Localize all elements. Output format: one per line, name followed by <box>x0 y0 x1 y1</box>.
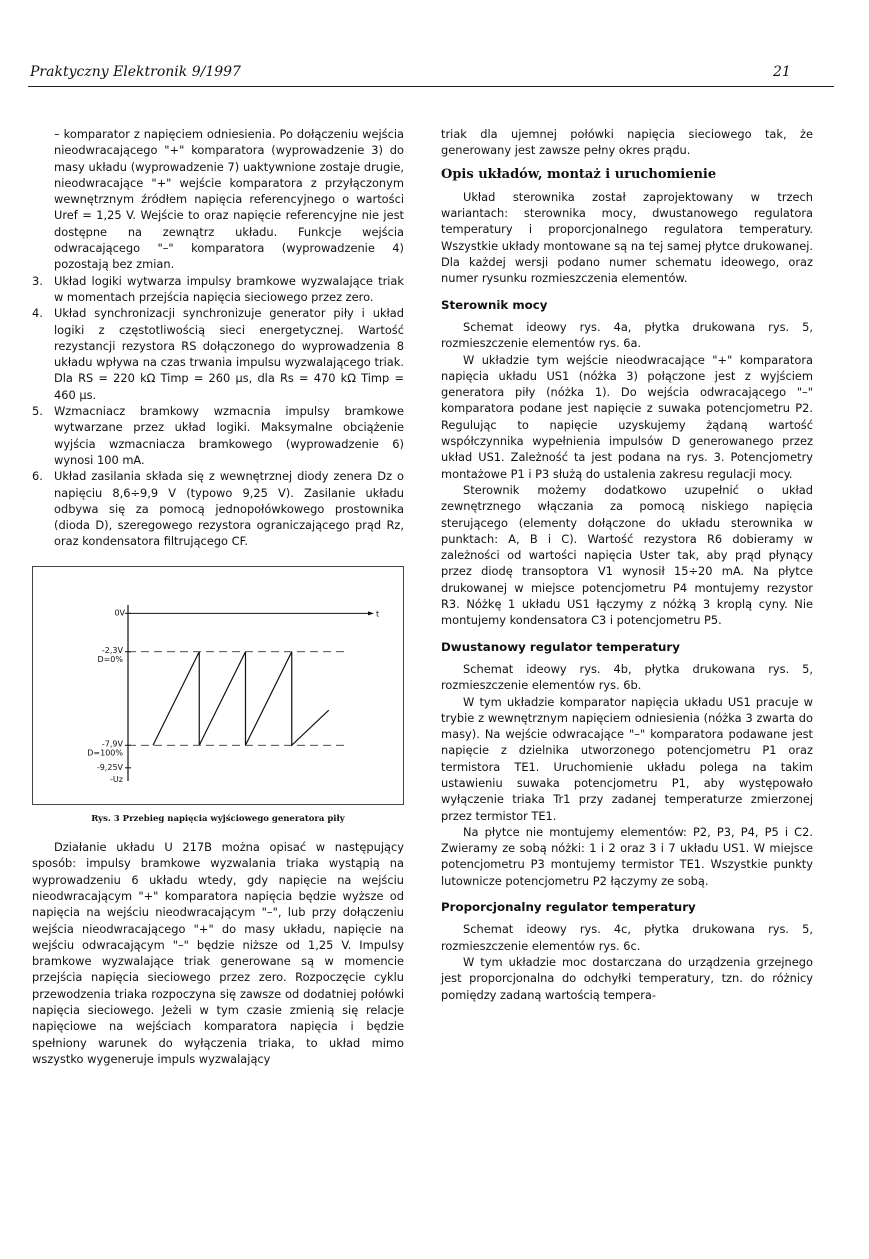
journal-title: Praktyczny Elektronik 9/1997 <box>30 64 241 80</box>
y-tick-label: 0V <box>114 608 125 618</box>
list-number: 3. <box>32 273 43 288</box>
paragraph: Układ sterownika został zaprojektowany w trzech wariantach: sterownika mocy, dwustanowego regulatora temperatury i proporcjonalnego regulatora temperatury. Wszystkie układy montowane są na tej samej płytce drukowanej. Dla każdej wersji podano numer schematu ideowego, oraz numer rysunku rozmieszczenia elementów. <box>441 189 813 286</box>
subsection-heading: Proporcjonalny regulator temperatury <box>441 900 696 915</box>
paragraph: W układzie tym wejście nieodwracające "+" komparatora napięcia układu US1 (nóżka 3) połączone jest z wyjściem generatora piły (nóżka 1). Do wejścia odwracającego "–" komparatora podane jest napięcie z suwaka potencjometru P2. Regulując to napięcie uzyskujemy żądaną wartość współczynnika wypełnienia impulsów D generowanego przez układ US1. Zależność ta jest podana na rys. 3. Potencjometry montażowe P1 i P3 służą do ustalenia zakresu regulacji mocy. <box>441 352 813 481</box>
y-tick-label: D=0% <box>97 654 123 664</box>
figure-sawtooth <box>32 566 404 805</box>
list-text: – komparator z napięciem odniesienia. Po dołączeniu wejścia nieodwracającego "+" komparatora (wyprowadzenie 3) do masy układu (wyprowadzenie 7) uaktywnione zostaje drugie, nieodwracające "+" wejście komparatora z przyłączonym wewnętrznym źródłem napięcia referencyjnego o wartości Uref = 1,25 V. Wejście to oraz napięcie referencyjne nie jest dostępne na zewnątrz układu. Funkcje wejścia odwracającego "–" komparatora (wyprowadzenie 4) pozostają bez zmian. <box>54 127 404 272</box>
y-tick-label: -9,25V <box>96 762 123 772</box>
y-tick-label: D=100% <box>87 747 123 757</box>
list-text: Układ logiki wytwarza impulsy bramkowe wyzwalające triak w momentach przejścia napięcia sieciowego przez zero. <box>54 273 404 304</box>
paragraph: Na płytce nie montujemy elementów: P2, P3, P4, P5 i C2. Zwieramy ze sobą nóżki: 1 i 2 oraz 3 i 7 układu US1. W miejsce potencjometru P3 montujemy termistor TE1. Wszystkie punkty lutownicze potencjometru P2 łączymy ze sobą. <box>441 824 813 888</box>
figure-caption: Rys. 3 Przebieg napięcia wyjściowego generatora piły <box>91 813 345 824</box>
y-tick-label: -2,3V <box>101 645 123 655</box>
paragraph: Sterownik możemy dodatkowo uzupełnić o układ zewnętrznego włączania za pomocą niskiego napięcia sterującego (elementy dołączone do układu sterownika w punktach: A, B i C). Wartość rezystora R6 dobieramy w zależności od wartości napięcia Uster tak, aby prąd płynący przez diodę transoptora V1 wynosił 15÷20 mA. Na płytce drukowanej w miejsce potencjometru P4 montujemy rezystor R3. Nóżkę 1 układu US1 łączymy z nóżką 3 kroplą cyny. Nie montujemy kondensatora C3 i potencjometru P5. <box>441 482 813 628</box>
header-rule <box>28 86 834 87</box>
list-item <box>32 273 404 306</box>
list-item <box>32 468 404 549</box>
list-number: 4. <box>32 306 43 321</box>
subsection-heading: Sterownik mocy <box>441 297 548 312</box>
paragraph: triak dla ujemnej połówki napięcia sieciowego tak, że generowany jest zawsze pełny okres prądu. <box>441 127 813 158</box>
list-number: 6. <box>32 469 43 484</box>
paragraph: Schemat ideowy rys. 4c, płytka drukowana rys. 5, rozmieszczenie elementów rys. 6c. <box>441 922 813 953</box>
paragraph: Schemat ideowy rys. 4b, płytka drukowana rys. 5, rozmieszczenie elementów rys. 6b. <box>441 661 813 693</box>
paragraph: Schemat ideowy rys. 4a, płytka drukowana rys. 5, rozmieszczenie elementów rys. 6a. <box>441 319 813 351</box>
paragraph: W tym układzie moc dostarczana do urządzenia grzejnego jest proporcjonalna do odchyłki temperatury, tzn. do różnicy pomiędzy zadaną wartością tempera- <box>441 954 813 1002</box>
list-item <box>32 403 404 468</box>
list-text: Wzmacniacz bramkowy wzmacnia impulsy bramkowe wytwarzane przez układ logiki. Maksymalne obciążenie wyjścia wzmacniacza bramkowego (wyprowadzenie 6) wynosi 100 mA. <box>54 404 404 467</box>
right-column <box>441 126 813 1003</box>
x-axis-arrow <box>368 611 374 615</box>
page-number: 21 <box>773 64 791 80</box>
sawtooth-chart <box>33 567 403 804</box>
list-item <box>32 126 404 273</box>
list-text: Układ zasilania składa się z wewnętrznej diody zenera Dz o napięciu 8,6÷9,9 V (typowo 9,25 V). Zasilanie układu odbywa się za pomocą jednopołówkowego prostownika (dioda D), szeregowego rezystora ograniczającego prąd Rz, oraz kondensatora filtrującego CF. <box>54 469 404 549</box>
list-text: Układ synchronizacji synchronizuje generator piły i układ logiki z częstotliwością sieci energetycznej. Wartość rezystancji rezystora RS dołączonego do wyprowadzenia 8 układu wpływa na czas trwania impulsu wyzwalającego triak. Dla RS = 220 kΩ Timp = 260 μs, dla Rs = 470 kΩ Timp = 460 μs. <box>54 306 404 402</box>
y-tick-label: -7,9V <box>101 738 123 748</box>
section-heading: Opis układów, montaż i uruchomienie <box>441 166 717 182</box>
list-number: 5. <box>32 404 43 419</box>
x-axis-label: t <box>376 609 380 619</box>
subsection-heading: Dwustanowy regulator temperatury <box>441 639 680 654</box>
paragraph: W tym układzie komparator napięcia układu US1 pracuje w trybie z wewnętrznym napięciem odniesienia (nóżka 3 zwarta do masy). Na wejście odwracające "–" komparatora podawane jest napięcie z dzielnika utworzonego potencjometru P1 oraz termistora TE1. Uruchomienie układu polega na takim ustawieniu suwaka potencjometru P1, aby występowało wyłączenie triaka Tr1 przy zadanej temperaturze zmierzonej przez termistor TE1. <box>441 694 813 823</box>
list-item <box>32 305 404 403</box>
left-column <box>32 126 404 1067</box>
y-tick-label: -Uz <box>110 774 123 784</box>
paragraph: Działanie układu U 217B można opisać w następujący sposób: impulsy bramkowe wyzwalania triaka wystąpią na wyprowadzeniu 6 układu wtedy, gdy napięcie na wejściu nieodwracającym "+" komparatora napięcia będzie wyższe od napięcia na wejściu nieodwracającym "–", lub przy dołączeniu wejścia nieodwracającego "+" do masy układu, napięcie na wejściu odwracającym "–" będzie niższe od 1,25 V. Impulsy bramkowe wyzwalające triak generowane są w momencie przejścia napięcia sieciowego przez zero. Rozpoczęcie cyklu przewodzenia triaka rozpoczyna się zawsze od dodatniej połówki napięcia sieciowego. Jeżeli w tym czasie zmienią się relacje napięciowe na wejściach komparatora napięcia i będzie spełniony warunek do wyłączenia triaka, to układ mimo wszystko wygeneruje impuls wyzwalający <box>32 840 404 1066</box>
sawtooth-series <box>153 651 329 745</box>
